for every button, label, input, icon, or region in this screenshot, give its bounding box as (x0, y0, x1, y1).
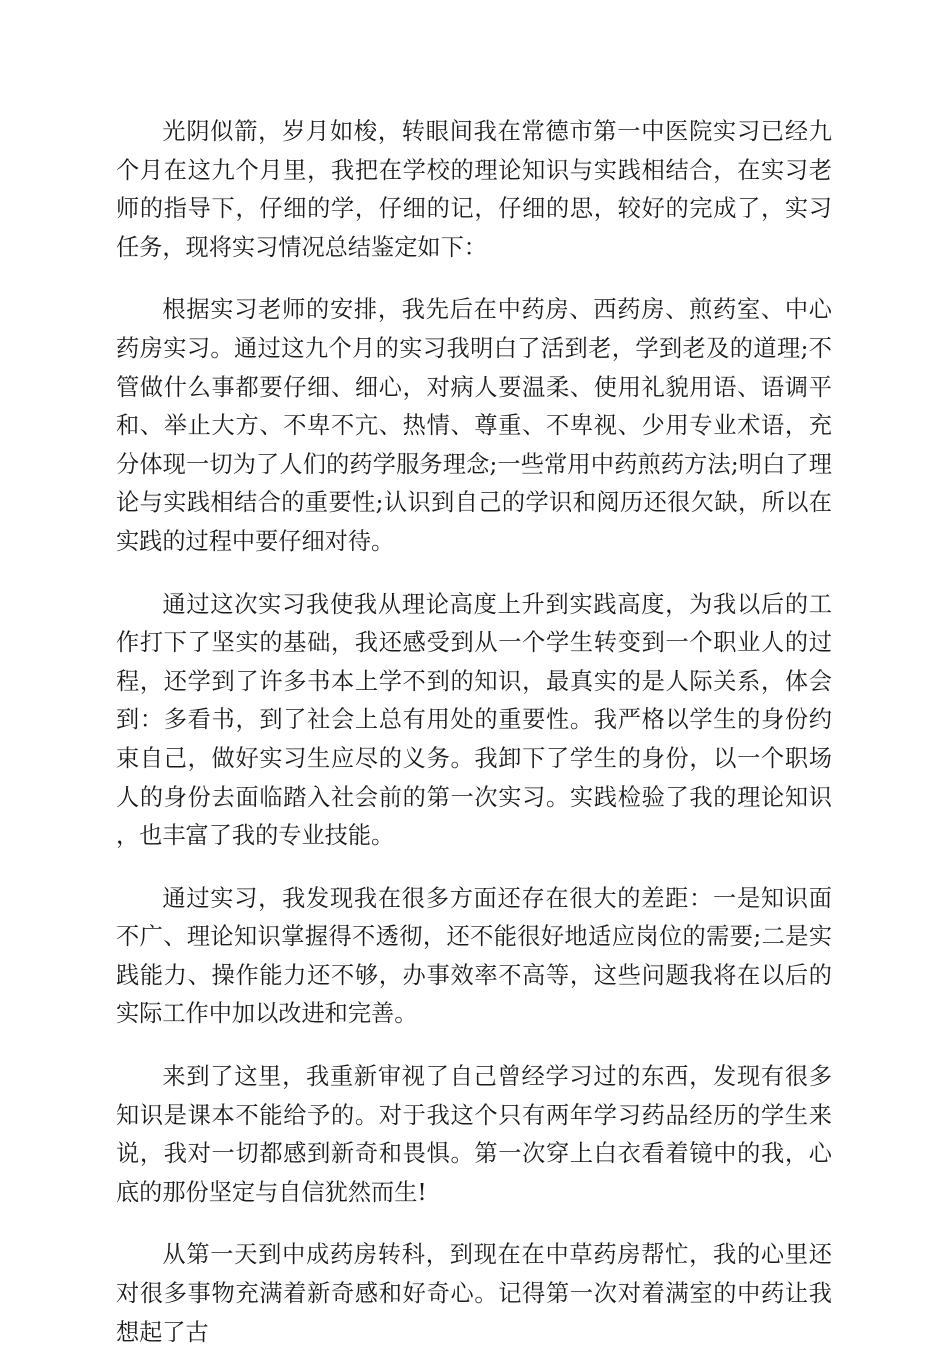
paragraph-intro: 光阴似箭，岁月如梭，转眼间我在常德市第一中医院实习已经九个月在这九个月里，我把在学校的理论知识与实践相结合，在实习老师的指导下，仔细的学，仔细的记，仔细的思，较好的完成了，实习任务，现将实习情况总结鉴定如下： (116, 118, 832, 261)
document-body (116, 113, 832, 1352)
paragraph-reflection: 来到了这里，我重新审视了自己曾经学习过的东西，发现有很多知识是课本不能给予的。对于我这个只有两年学习药品经历的学生来说，我对一切都感到新奇和畏惧。第一次穿上白衣看着镜中的我，心底的那份坚定与自信犹然而生! (116, 1063, 832, 1206)
paragraph-theory-to-practice: 通过这次实习我使我从理论高度上升到实践高度，为我以后的工作打下了坚实的基础，我还感受到从一个学生转变到一个职业人的过程，还学到了许多书本上学不到的知识，最真实的是人际关系，体会到：多看书，到了社会上总有用处的重要性。我严格以学生的身份约束自己，做好实习生应尽的义务。我卸下了学生的身份，以一个职场人的身份去面临踏入社会前的第一次实习。实践检验了我的理论知识，也丰富了我的专业技能。 (116, 590, 832, 850)
paragraph-shortcomings: 通过实习，我发现我在很多方面还存在很大的差距：一是知识面不广、理论知识掌握得不透彻，还不能很好地适应岗位的需要;二是实践能力、操作能力还不够，办事效率不高等，这些问题我将在以后的实际工作中加以改进和完善。 (116, 884, 832, 1028)
paragraph-curiosity: 从第一天到中成药房转科，到现在在中草药房帮忙，我的心里还对很多事物充满着新奇感和好奇心。记得第一次对着满室的中药让我想起了古 (116, 1241, 832, 1346)
paragraph-arrangement: 根据实习老师的安排，我先后在中药房、西药房、煎药室、中心药房实习。通过这九个月的实习我明白了活到老，学到老及的道理;不管做什么事都要仔细、细心，对病人要温柔、使用礼貌用语、语调平和、举止大方、不卑不亢、热情、尊重、不卑视、少用专业术语，充分体现一切为了人们的药学服务理念;一些常用中药煎药方法;明白了理论与实践相结合的重要性;认识到自己的学识和阅历还很欠缺，所以在实践的过程中要仔细对待。 (116, 296, 832, 555)
